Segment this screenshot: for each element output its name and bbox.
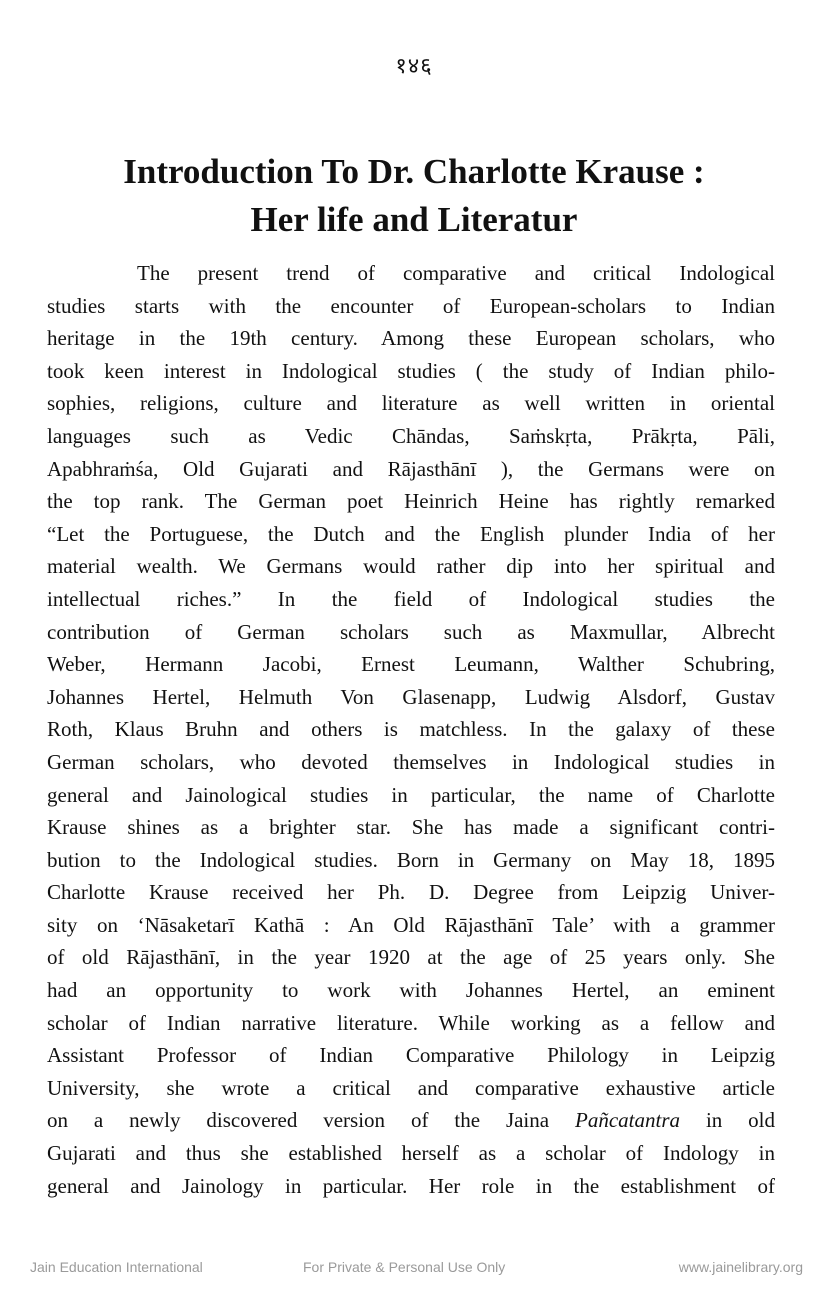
title-line-1: Introduction To Dr. Charlotte Krause : xyxy=(123,152,705,191)
text-line: had an opportunity to work with Johannes Hertel, an eminent xyxy=(47,978,775,1003)
text-line: the top rank. The German poet Heinrich Heine has rightly remarked xyxy=(47,489,775,514)
text-line: Gujarati and thus she established herself as a scholar of Indology in xyxy=(47,1141,775,1166)
footer-right-link[interactable]: www.jainelibrary.org xyxy=(678,1259,803,1275)
text-line: Weber, Hermann Jacobi, Ernest Leumann, Walther Schubring, xyxy=(47,652,775,677)
text-line: German scholars, who devoted themselves in Indological studies in xyxy=(47,749,775,774)
text-line: Charlotte Krause received her Ph. D. Degree from Leipzig Univer- xyxy=(47,880,775,905)
text-line: sophies, religions, culture and literature as well written in oriental xyxy=(47,391,775,416)
text-line: contribution of German scholars such as Maxmullar, Albrecht xyxy=(47,619,775,644)
text-line: general and Jainology in particular. Her role in the establishment of xyxy=(47,1173,775,1198)
text-line-with-italic xyxy=(47,1104,775,1137)
text-line: heritage in the 19th century. Among these European scholars, who xyxy=(47,326,775,351)
text-line: Johannes Hertel, Helmuth Von Glasenapp, Ludwig Alsdorf, Gustav xyxy=(47,684,775,709)
text-line: bution to the Indological studies. Born in Germany on May 18, 1895 xyxy=(47,847,775,872)
page-title xyxy=(40,148,788,244)
text-line: Krause shines as a brighter star. She has made a significant contri- xyxy=(47,815,775,840)
text-line: languages such as Vedic Chāndas, Saṁskṛta, Prākṛta, Pāli, xyxy=(47,423,775,448)
page-number: १४६ xyxy=(395,54,433,79)
footer-left: Jain Education International xyxy=(30,1259,203,1275)
text-line: University, she wrote a critical and comparative exhaustive article xyxy=(47,1075,775,1100)
text-line: intellectual riches.” In the field of Indological studies the xyxy=(47,586,775,611)
text-line: of old Rājasthānī, in the year 1920 at the age of 25 years only. She xyxy=(47,945,775,970)
text-segment: on a newly discovered version of the Jaina xyxy=(47,1108,550,1133)
text-line: sity on ‘Nāsaketarī Kathā : An Old Rājasthānī Tale’ with a grammer xyxy=(47,912,775,937)
text-line: Assistant Professor of Indian Comparative Philology in Leipzig xyxy=(47,1043,775,1068)
text-line: material wealth. We Germans would rather dip into her spiritual and xyxy=(47,554,775,579)
text-line: took keen interest in Indological studies ( the study of Indian philo- xyxy=(47,358,775,383)
text-line: The present trend of comparative and critical Indological xyxy=(137,261,775,285)
footer-center: For Private & Personal Use Only xyxy=(303,1259,506,1275)
text-line: Apabhraṁśa, Old Gujarati and Rājasthānī ), the Germans were on xyxy=(47,456,775,481)
italic-term: Pañcatantra xyxy=(575,1108,681,1133)
body-text xyxy=(47,257,775,1202)
text-segment: in old xyxy=(705,1108,776,1133)
title-line-2: Her life and Literatur xyxy=(250,200,578,239)
footer xyxy=(0,1259,828,1283)
text-line: Roth, Klaus Bruhn and others is matchless. In the galaxy of these xyxy=(47,717,775,742)
text-line: studies starts with the encounter of European-scholars to Indian xyxy=(47,293,775,318)
text-line: scholar of Indian narrative literature. While working as a fellow and xyxy=(47,1010,775,1035)
text-line: “Let the Portuguese, the Dutch and the English plunder India of her xyxy=(47,521,775,546)
text-line: general and Jainological studies in particular, the name of Charlotte xyxy=(47,782,775,807)
